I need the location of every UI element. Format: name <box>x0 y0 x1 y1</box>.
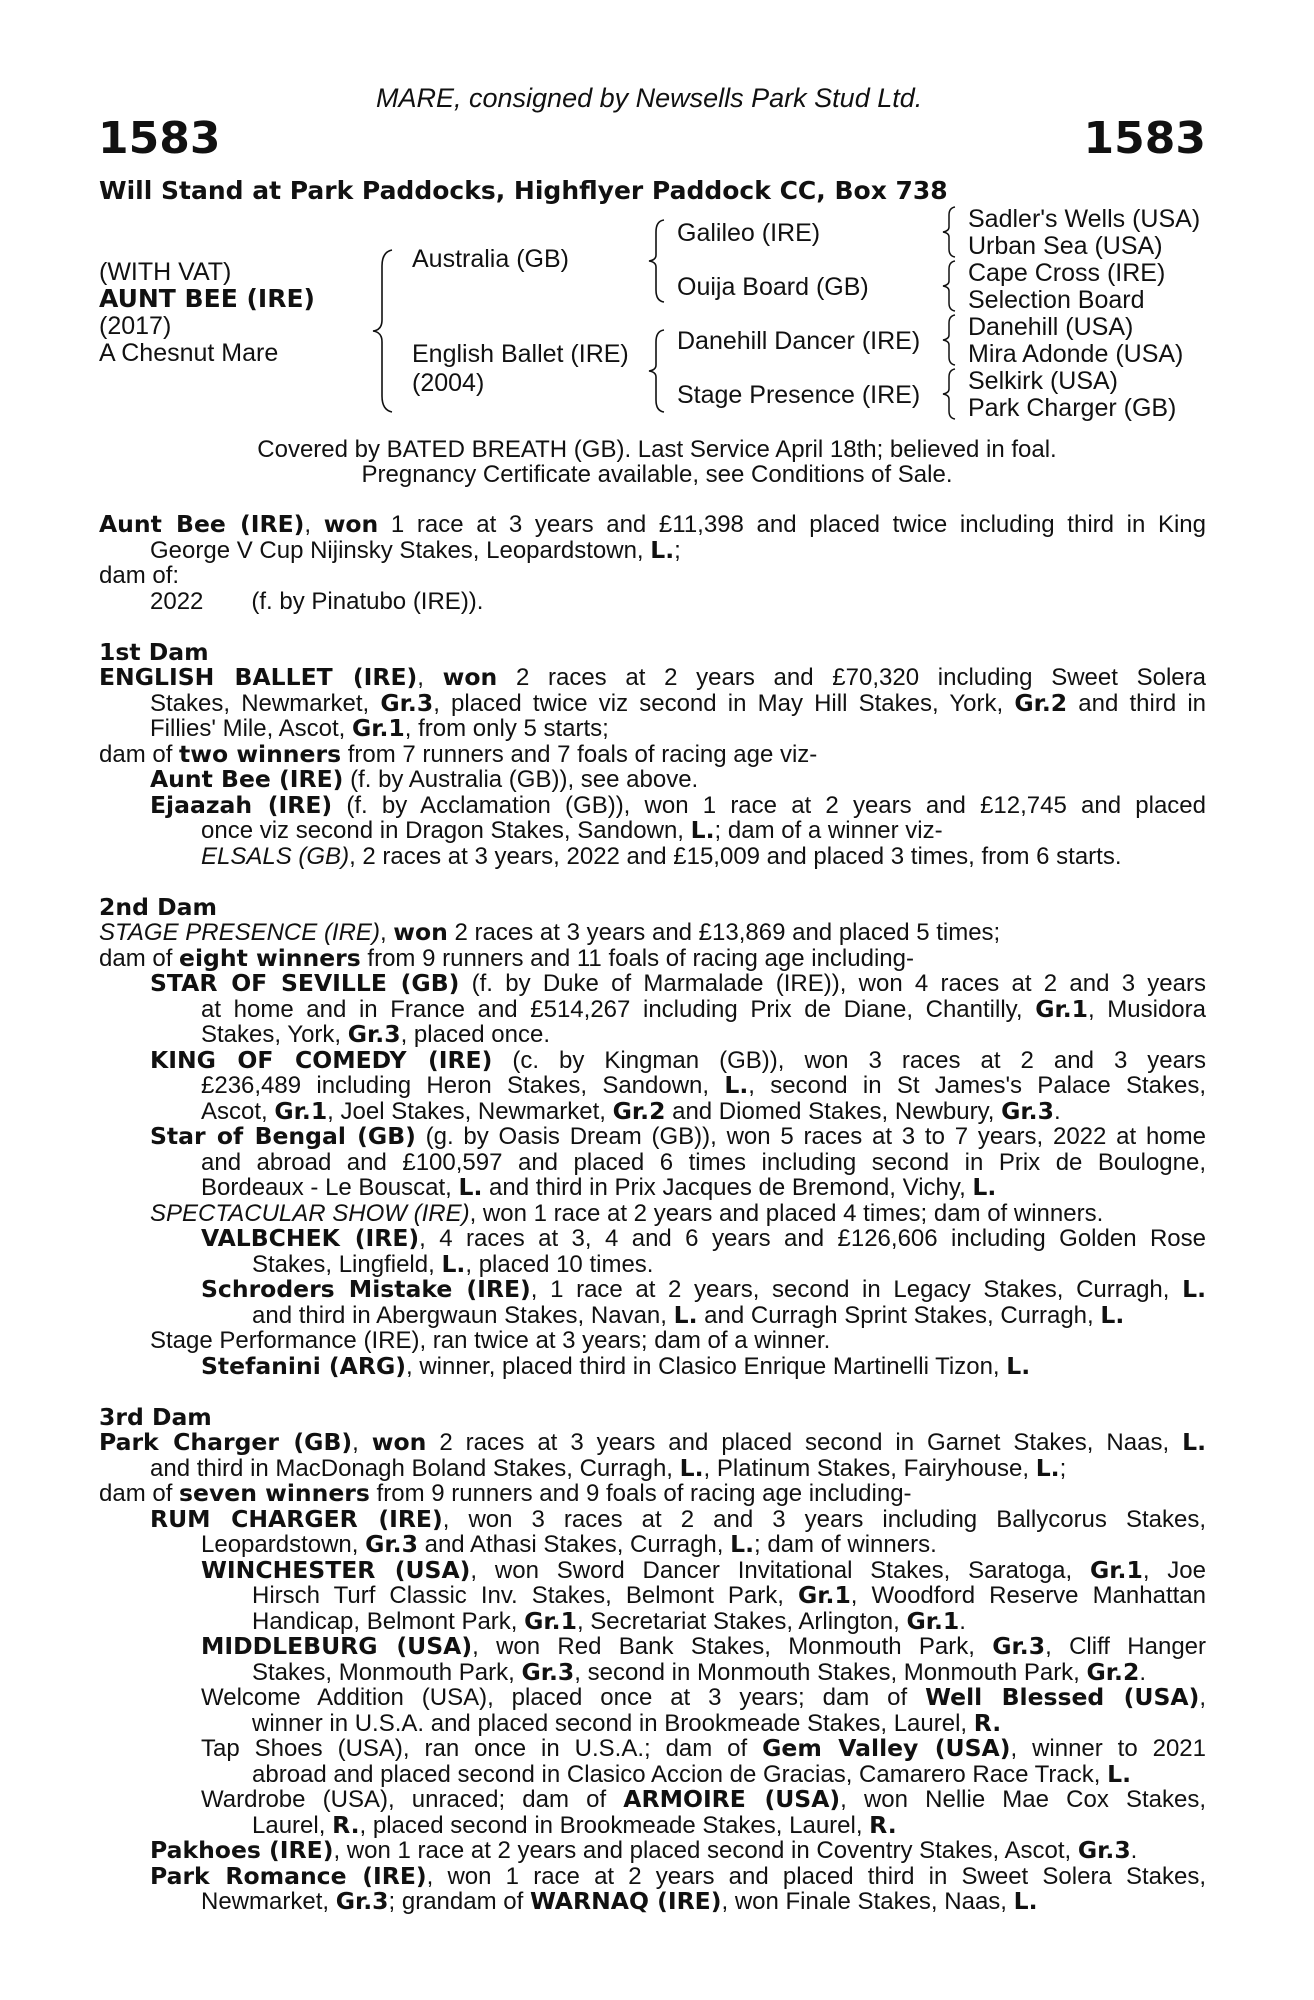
text-segment: eight winners <box>179 943 361 972</box>
text-segment: Ejaazah (IRE) <box>150 790 333 819</box>
text-segment: and Curragh Sprint Stakes, Curragh, <box>697 1301 1101 1329</box>
text-segment: , winner to 2021 <box>1010 1735 1206 1762</box>
text-segment: Gr.3 <box>347 1020 401 1048</box>
sd-dam: Selection Board <box>968 286 1145 314</box>
won-text: won <box>323 510 379 538</box>
text-segment: , <box>1199 1684 1207 1711</box>
text-segment: , <box>379 919 394 946</box>
first-dam-line-4 <box>99 739 1206 768</box>
text-segment: ; grandam of <box>388 1888 530 1915</box>
dd-sire: Selkirk (USA) <box>968 367 1119 395</box>
text-segment: (f. by Acclamation (GB)), won 1 race at 2 years and £12,745 and placed <box>332 791 1206 819</box>
intro-damof: dam of: <box>99 562 180 589</box>
text-segment: (c. by Kingman (GB)), won 3 races at 2 and 3 years <box>492 1046 1206 1074</box>
text-segment: from 7 runners and 7 foals of racing age viz- <box>341 740 818 768</box>
text-segment: R. <box>869 1810 897 1839</box>
text-segment: WINCHESTER (USA) <box>201 1555 471 1584</box>
text-segment: . <box>959 1607 966 1635</box>
text-segment: ; dam of a winner viz- <box>714 817 943 844</box>
schroders-1 <box>99 1277 1206 1303</box>
text-segment: , Secretariat Stakes, Arlington, <box>576 1607 907 1635</box>
text-segment: Tap Shoes (USA), ran once in U.S.A.; dam of <box>201 1735 763 1762</box>
wardrobe-1 <box>99 1787 1206 1813</box>
text-segment: ELSALS (GB) <box>201 842 350 870</box>
text-segment: and third in Prix Jacques de Bremond, Vichy, <box>482 1174 973 1201</box>
text-segment: . <box>1130 1837 1138 1864</box>
text-segment: Gr.2 <box>1014 688 1068 717</box>
text-segment: , won Finale Stakes, Naas, <box>721 1888 1014 1915</box>
text-segment: L. <box>730 1530 755 1558</box>
produce-ejaazah <box>99 790 1206 819</box>
brace-stage-presence <box>941 367 959 421</box>
ss-sire: Sadler's Wells (USA) <box>968 205 1201 233</box>
first-dam-line-2 <box>99 688 1206 717</box>
text-segment: and third in <box>1067 689 1206 717</box>
text-segment: Gr.2 <box>612 1096 666 1125</box>
text-segment: STAR OF SEVILLE (GB) <box>150 969 460 997</box>
text-segment: Stakes, York, <box>201 1021 348 1048</box>
king-of-comedy-1 <box>99 1045 1206 1074</box>
text-segment: L. <box>972 1173 997 1201</box>
text-segment: Gem Valley (USA) <box>762 1734 1011 1762</box>
vat-note: (WITH VAT) <box>99 258 232 286</box>
text-segment: Hirsch Turf Classic Inv. Stakes, Belmont Park, <box>252 1582 798 1609</box>
text-segment: won <box>393 918 448 946</box>
text-segment: , won 1 race at 2 years and placed 4 times; dam of winners. <box>469 1199 1104 1227</box>
text-segment: Gr.3 <box>365 1530 418 1558</box>
text-segment: from 9 runners and 11 foals of racing age including- <box>360 944 914 972</box>
text-segment: L. <box>458 1173 483 1201</box>
text-segment: Gr.1 <box>524 1606 577 1635</box>
text-segment: Schroders Mistake (IRE) <box>201 1275 531 1303</box>
text-segment: Gr.3 <box>992 1632 1046 1660</box>
produce-foal: (f. by Pinatubo (IRE)). <box>251 587 484 615</box>
text-segment: L. <box>724 1071 749 1099</box>
dam: English Ballet (IRE) <box>412 340 629 368</box>
ss-dam: Urban Sea (USA) <box>968 232 1163 260</box>
text-segment: abroad and placed second in Clasico Accion de Gracias, Camarero Race Track, <box>252 1760 1108 1788</box>
text-segment: , 1 race at 2 years, second in Legacy Stakes, Curragh, <box>530 1276 1183 1303</box>
second-dam-heading: 2nd Dam <box>99 892 217 921</box>
text-segment: once viz second in Dragon Stakes, Sandown, <box>201 817 691 844</box>
text-segment: (g. by Oasis Dream (GB)), won 5 races at 3 to 7 years, 2022 at home <box>415 1123 1206 1150</box>
pakhoes <box>99 1838 1206 1864</box>
text-segment: Leopardstown, <box>201 1531 366 1558</box>
catalogue-text <box>99 512 1206 1915</box>
text-segment: Fillies' Mile, Ascot, <box>150 715 352 742</box>
text-segment: , won 1 race at 2 years and placed second in Coventry Stakes, Ascot, <box>333 1837 1078 1864</box>
text-segment: Ascot, <box>201 1097 275 1125</box>
brace-danehill-dancer <box>941 313 959 367</box>
dam-dam: Stage Presence (IRE) <box>677 381 921 409</box>
third-dam-line-1 <box>99 1430 1206 1456</box>
star-of-seville-2 <box>99 994 1206 1023</box>
dam-brace <box>646 328 668 414</box>
third-dam-line-2 <box>99 1453 1206 1482</box>
text-segment: L. <box>679 1453 704 1482</box>
text-segment: MIDDLEBURG (USA) <box>201 1632 473 1660</box>
text-segment: RUM CHARGER (IRE) <box>150 1504 443 1533</box>
text-segment: dam of <box>99 944 180 972</box>
welcome-addition-1 <box>99 1685 1206 1711</box>
intro-text: 1 race at 3 years and £11,398 and placed twice including third in King <box>378 511 1206 538</box>
text-segment: Stakes, Monmouth Park, <box>252 1658 522 1686</box>
intro-line-2 <box>99 535 1206 564</box>
text-segment: , Joe <box>1142 1556 1206 1584</box>
text-segment: , placed twice viz second in May Hill Stakes, York, <box>433 689 1015 717</box>
consignment-line: MARE, consigned by Newsells Park Stud Ltd. <box>376 83 923 113</box>
sire: Australia (GB) <box>412 245 569 273</box>
text-segment: £236,489 including Heron Stakes, Sandown, <box>201 1072 725 1099</box>
text-segment: Gr.1 <box>797 1581 851 1609</box>
text-segment: (f. by Duke of Marmalade (IRE)), won 4 races at 2 and 3 years <box>459 970 1206 997</box>
text-segment: , placed 10 times. <box>465 1250 654 1278</box>
sire-dam: Ouija Board (GB) <box>677 273 869 301</box>
dam-sire: Danehill Dancer (IRE) <box>677 327 921 355</box>
lot-number-right: 1583 <box>1083 113 1206 164</box>
text-segment: dam of <box>99 740 180 768</box>
second-dam-line-1 <box>99 920 1206 946</box>
text-segment: and third in Abergwaun Stakes, Navan, <box>252 1301 674 1329</box>
text-segment: VALBCHEK (IRE) <box>201 1224 420 1252</box>
first-dam-line-1: ENGLISH BALLET (IRE), won 2 races at 2 years and £70,320 including Sweet Solera <box>99 663 1206 691</box>
text-segment: . <box>1053 1097 1061 1125</box>
text-segment: L. <box>1035 1453 1060 1482</box>
text-segment: Gr.3 <box>1077 1836 1131 1864</box>
third-dam-heading: 3rd Dam <box>99 1402 212 1431</box>
text-segment: seven winners <box>179 1479 370 1507</box>
schroders-2 <box>99 1300 1206 1329</box>
star-of-seville-3 <box>99 1022 1206 1048</box>
winchester-1 <box>99 1555 1206 1584</box>
intro-text: ; <box>674 536 681 564</box>
text-segment: L. <box>1182 1428 1206 1456</box>
text-segment: (f. by Australia (GB)), see above. <box>343 766 699 793</box>
text-segment: WARNAQ (IRE) <box>529 1887 722 1915</box>
text-segment: Stakes, Lingfield, <box>252 1250 442 1278</box>
text-segment: , 4 races at 3, 4 and 6 years and £126,606 including Golden Rose <box>419 1225 1207 1252</box>
stand-location: Will Stand at Park Paddocks, Highflyer Paddock CC, Box 738 <box>99 176 948 205</box>
text-segment: Gr.3 <box>1001 1096 1054 1125</box>
text-segment: Well Blessed (USA) <box>925 1683 1200 1711</box>
horse-name: AUNT BEE (IRE) <box>99 284 315 313</box>
text-segment: , Woodford Reserve Manhattan <box>850 1582 1206 1609</box>
brace-galileo <box>941 205 959 259</box>
text-segment: Gr.1 <box>351 714 405 742</box>
wardrobe-2 <box>99 1810 1206 1839</box>
text-segment: R. <box>973 1708 1002 1737</box>
text-segment: Gr.2 <box>1086 1657 1140 1686</box>
text-segment: , placed second in Brookmeade Stakes, Laurel, <box>359 1811 870 1839</box>
king-of-comedy-3 <box>99 1096 1206 1125</box>
sire-sire: Galileo (IRE) <box>677 219 821 247</box>
rum-charger-2 <box>99 1532 1206 1558</box>
text-segment: Laurel, <box>252 1811 333 1839</box>
produce-ejaazah-2 <box>99 818 1206 844</box>
text-segment: , Platinum Stakes, Fairyhouse, <box>703 1454 1036 1482</box>
text-segment: ; dam of winners. <box>754 1531 937 1558</box>
text-segment: Bordeaux - Le Bouscat, <box>201 1174 459 1201</box>
text-segment: STAGE PRESENCE (IRE) <box>99 919 380 946</box>
text-segment: and third in MacDonagh Boland Stakes, Curragh, <box>150 1454 680 1482</box>
text-segment: Gr.3 <box>335 1887 389 1915</box>
text-segment: and Diomed Stakes, Newbury, <box>665 1097 1002 1125</box>
intro-text: George V Cup Nijinsky Stakes, Leopardstown, <box>150 536 651 564</box>
text-segment: Gr.3 <box>521 1657 575 1686</box>
winchester-2 <box>99 1583 1206 1609</box>
text-segment: Stefanini (ARG) <box>201 1351 406 1380</box>
text-segment: L. <box>1100 1300 1125 1329</box>
text-segment: Gr.1 <box>1035 994 1088 1023</box>
text-segment: Aunt Bee (IRE) <box>150 765 344 793</box>
text-segment: , won 1 race at 2 years and placed third in Sweet Solera Stakes, <box>426 1862 1207 1890</box>
star-of-bengal-2 <box>99 1150 1206 1176</box>
third-dam-line-3 <box>99 1481 1206 1507</box>
second-dam-line-2 <box>99 943 1206 972</box>
text-segment: at home and in France and £514,267 including Prix de Diane, Chantilly, <box>201 995 1036 1023</box>
sd-sire: Cape Cross (IRE) <box>968 259 1166 287</box>
text-segment: L. <box>1013 1887 1038 1915</box>
text-segment: , second in Monmouth Stakes, Monmouth Park, <box>574 1658 1087 1686</box>
text-segment: Wardrobe (USA), unraced; dam of <box>201 1786 624 1813</box>
text-segment: , won Nellie Mae Cox Stakes, <box>840 1786 1206 1813</box>
text-segment: , Joel Stakes, Newmarket, <box>327 1097 613 1125</box>
text-segment: , 2 races at 3 years, 2022 and £15,009 and placed 3 times, from 6 starts. <box>349 842 1122 870</box>
first-dam-line-3 <box>99 716 1206 742</box>
text-segment: Gr.3 <box>380 688 434 717</box>
ds-dam: Mira Adonde (USA) <box>968 340 1184 368</box>
text-segment: dam of <box>99 1480 180 1507</box>
produce-year: 2022 <box>150 587 204 615</box>
stage-performance: Stage Performance (IRE), ran twice at 3 years; dam of a winner. <box>150 1327 831 1354</box>
dam-name: ENGLISH BALLET (IRE) <box>99 663 418 691</box>
won-text: won <box>442 663 498 691</box>
text-segment: . <box>1139 1658 1146 1686</box>
horse-year: (2017) <box>99 312 172 340</box>
text-segment: , Cliff Hanger <box>1045 1633 1207 1660</box>
welcome-addition-2 <box>99 1708 1206 1737</box>
text-segment: from 9 runners and 9 foals of racing age including- <box>369 1480 912 1507</box>
intro-line-1: Aunt Bee (IRE), won 1 race at 3 years and £11,398 and placed twice including third in King <box>99 510 1206 538</box>
text-segment: L. <box>673 1300 698 1329</box>
star-of-seville-1 <box>99 971 1206 997</box>
text-segment: , second in St James's Palace Stakes, <box>748 1072 1207 1099</box>
text-segment: 2 races at 3 years and placed second in Garnet Stakes, Naas, <box>426 1429 1183 1456</box>
tap-shoes-1 <box>99 1736 1206 1762</box>
winchester-3 <box>99 1606 1206 1635</box>
horse-description: A Chesnut Mare <box>99 339 279 367</box>
grade-label: L. <box>650 535 675 564</box>
text-segment: , placed once. <box>400 1021 551 1048</box>
text-segment: L. <box>690 816 715 844</box>
text-segment: ; <box>1059 1454 1067 1482</box>
valbchek-2 <box>99 1249 1206 1278</box>
text-segment: L. <box>1107 1759 1132 1788</box>
text-segment: won <box>371 1428 427 1456</box>
park-romance-2 <box>99 1889 1206 1915</box>
text-segment: ARMOIRE (USA) <box>623 1785 841 1813</box>
text-segment: Newmarket, <box>201 1888 336 1915</box>
star-of-bengal-1 <box>99 1124 1206 1150</box>
valbchek-1 <box>99 1226 1206 1252</box>
produce-row <box>99 589 1206 615</box>
king-of-comedy-2 <box>99 1073 1206 1099</box>
dam-year: (2004) <box>412 369 485 397</box>
lot-number-left: 1583 <box>98 113 221 164</box>
text-segment: Gr.1 <box>1090 1555 1143 1584</box>
text-segment: , <box>352 1429 372 1456</box>
text-segment: , won Sword Dancer Invitational Stakes, Saratoga, <box>470 1556 1091 1584</box>
park-romance-1 <box>99 1861 1207 1890</box>
text-segment: , winner, placed third in Clasico Enrique Martinelli Tizon, <box>405 1352 1007 1380</box>
first-dam-heading: 1st Dam <box>99 637 209 666</box>
text-segment: , won Red Bank Stakes, Monmouth Park, <box>472 1633 993 1660</box>
ds-sire: Danehill (USA) <box>968 313 1134 341</box>
text-segment: SPECTACULAR SHOW (IRE) <box>150 1199 470 1227</box>
produce-aunt-bee <box>99 767 1206 793</box>
tap-shoes-2 <box>99 1759 1206 1788</box>
text-segment: two winners <box>179 739 342 768</box>
stefanini <box>99 1351 1206 1380</box>
text-segment: R. <box>332 1810 360 1839</box>
text-segment: L. <box>441 1249 466 1278</box>
text-segment: Handicap, Belmont Park, <box>252 1607 525 1635</box>
text-segment: 2 races at 3 years and £13,869 and placed 5 times; <box>447 919 1001 946</box>
text-segment: and abroad and £100,597 and placed 6 times including second in Prix de Boulogne, <box>201 1148 1206 1176</box>
text-segment: Gr.1 <box>274 1096 328 1125</box>
text-segment: winner in U.S.A. and placed second in Brookmeade Stakes, Laurel, <box>252 1709 974 1737</box>
dd-dam: Park Charger (GB) <box>968 394 1177 422</box>
text-segment: Pakhoes (IRE) <box>150 1836 334 1864</box>
middleburg-2 <box>99 1657 1206 1686</box>
text-segment: Welcome Addition (USA), placed once at 3 years; dam of <box>201 1684 926 1711</box>
covered-line-1: Covered by BATED BREATH (GB). Last Service April 18th; believed in foal. <box>257 436 1057 463</box>
produce-elsals <box>99 844 1206 870</box>
middleburg-1 <box>99 1634 1206 1660</box>
brace-ouija <box>941 259 959 313</box>
text-segment: Park Charger (GB) <box>99 1428 353 1456</box>
covered-line-2: Pregnancy Certificate available, see Conditions of Sale. <box>361 461 953 488</box>
text-segment: Stakes, Newmarket, <box>150 689 381 717</box>
text-segment: Gr.1 <box>906 1606 960 1635</box>
sire-brace <box>646 218 668 304</box>
text-segment: L. <box>1006 1351 1031 1380</box>
horse-name-text: Aunt Bee (IRE) <box>99 510 305 538</box>
text-segment: Park Romance (IRE) <box>150 1861 427 1890</box>
text-segment: Star of Bengal (GB) <box>150 1122 416 1150</box>
text-segment: , Musidora <box>1088 995 1206 1023</box>
main-brace <box>370 248 398 414</box>
rum-charger-1 <box>99 1504 1207 1533</box>
text-segment: , from only 5 starts; <box>404 715 609 742</box>
text-segment: , won 3 races at 2 and 3 years including Ballycorus Stakes, <box>442 1505 1207 1533</box>
text-segment: L. <box>1182 1275 1206 1303</box>
spectacular-show <box>99 1201 1206 1227</box>
dam-text: 2 races at 2 years and £70,320 including Sweet Solera <box>497 664 1206 691</box>
text-segment: KING OF COMEDY (IRE) <box>150 1045 493 1074</box>
star-of-bengal-3 <box>99 1175 1206 1201</box>
text-segment: and Athasi Stakes, Curragh, <box>417 1531 731 1558</box>
